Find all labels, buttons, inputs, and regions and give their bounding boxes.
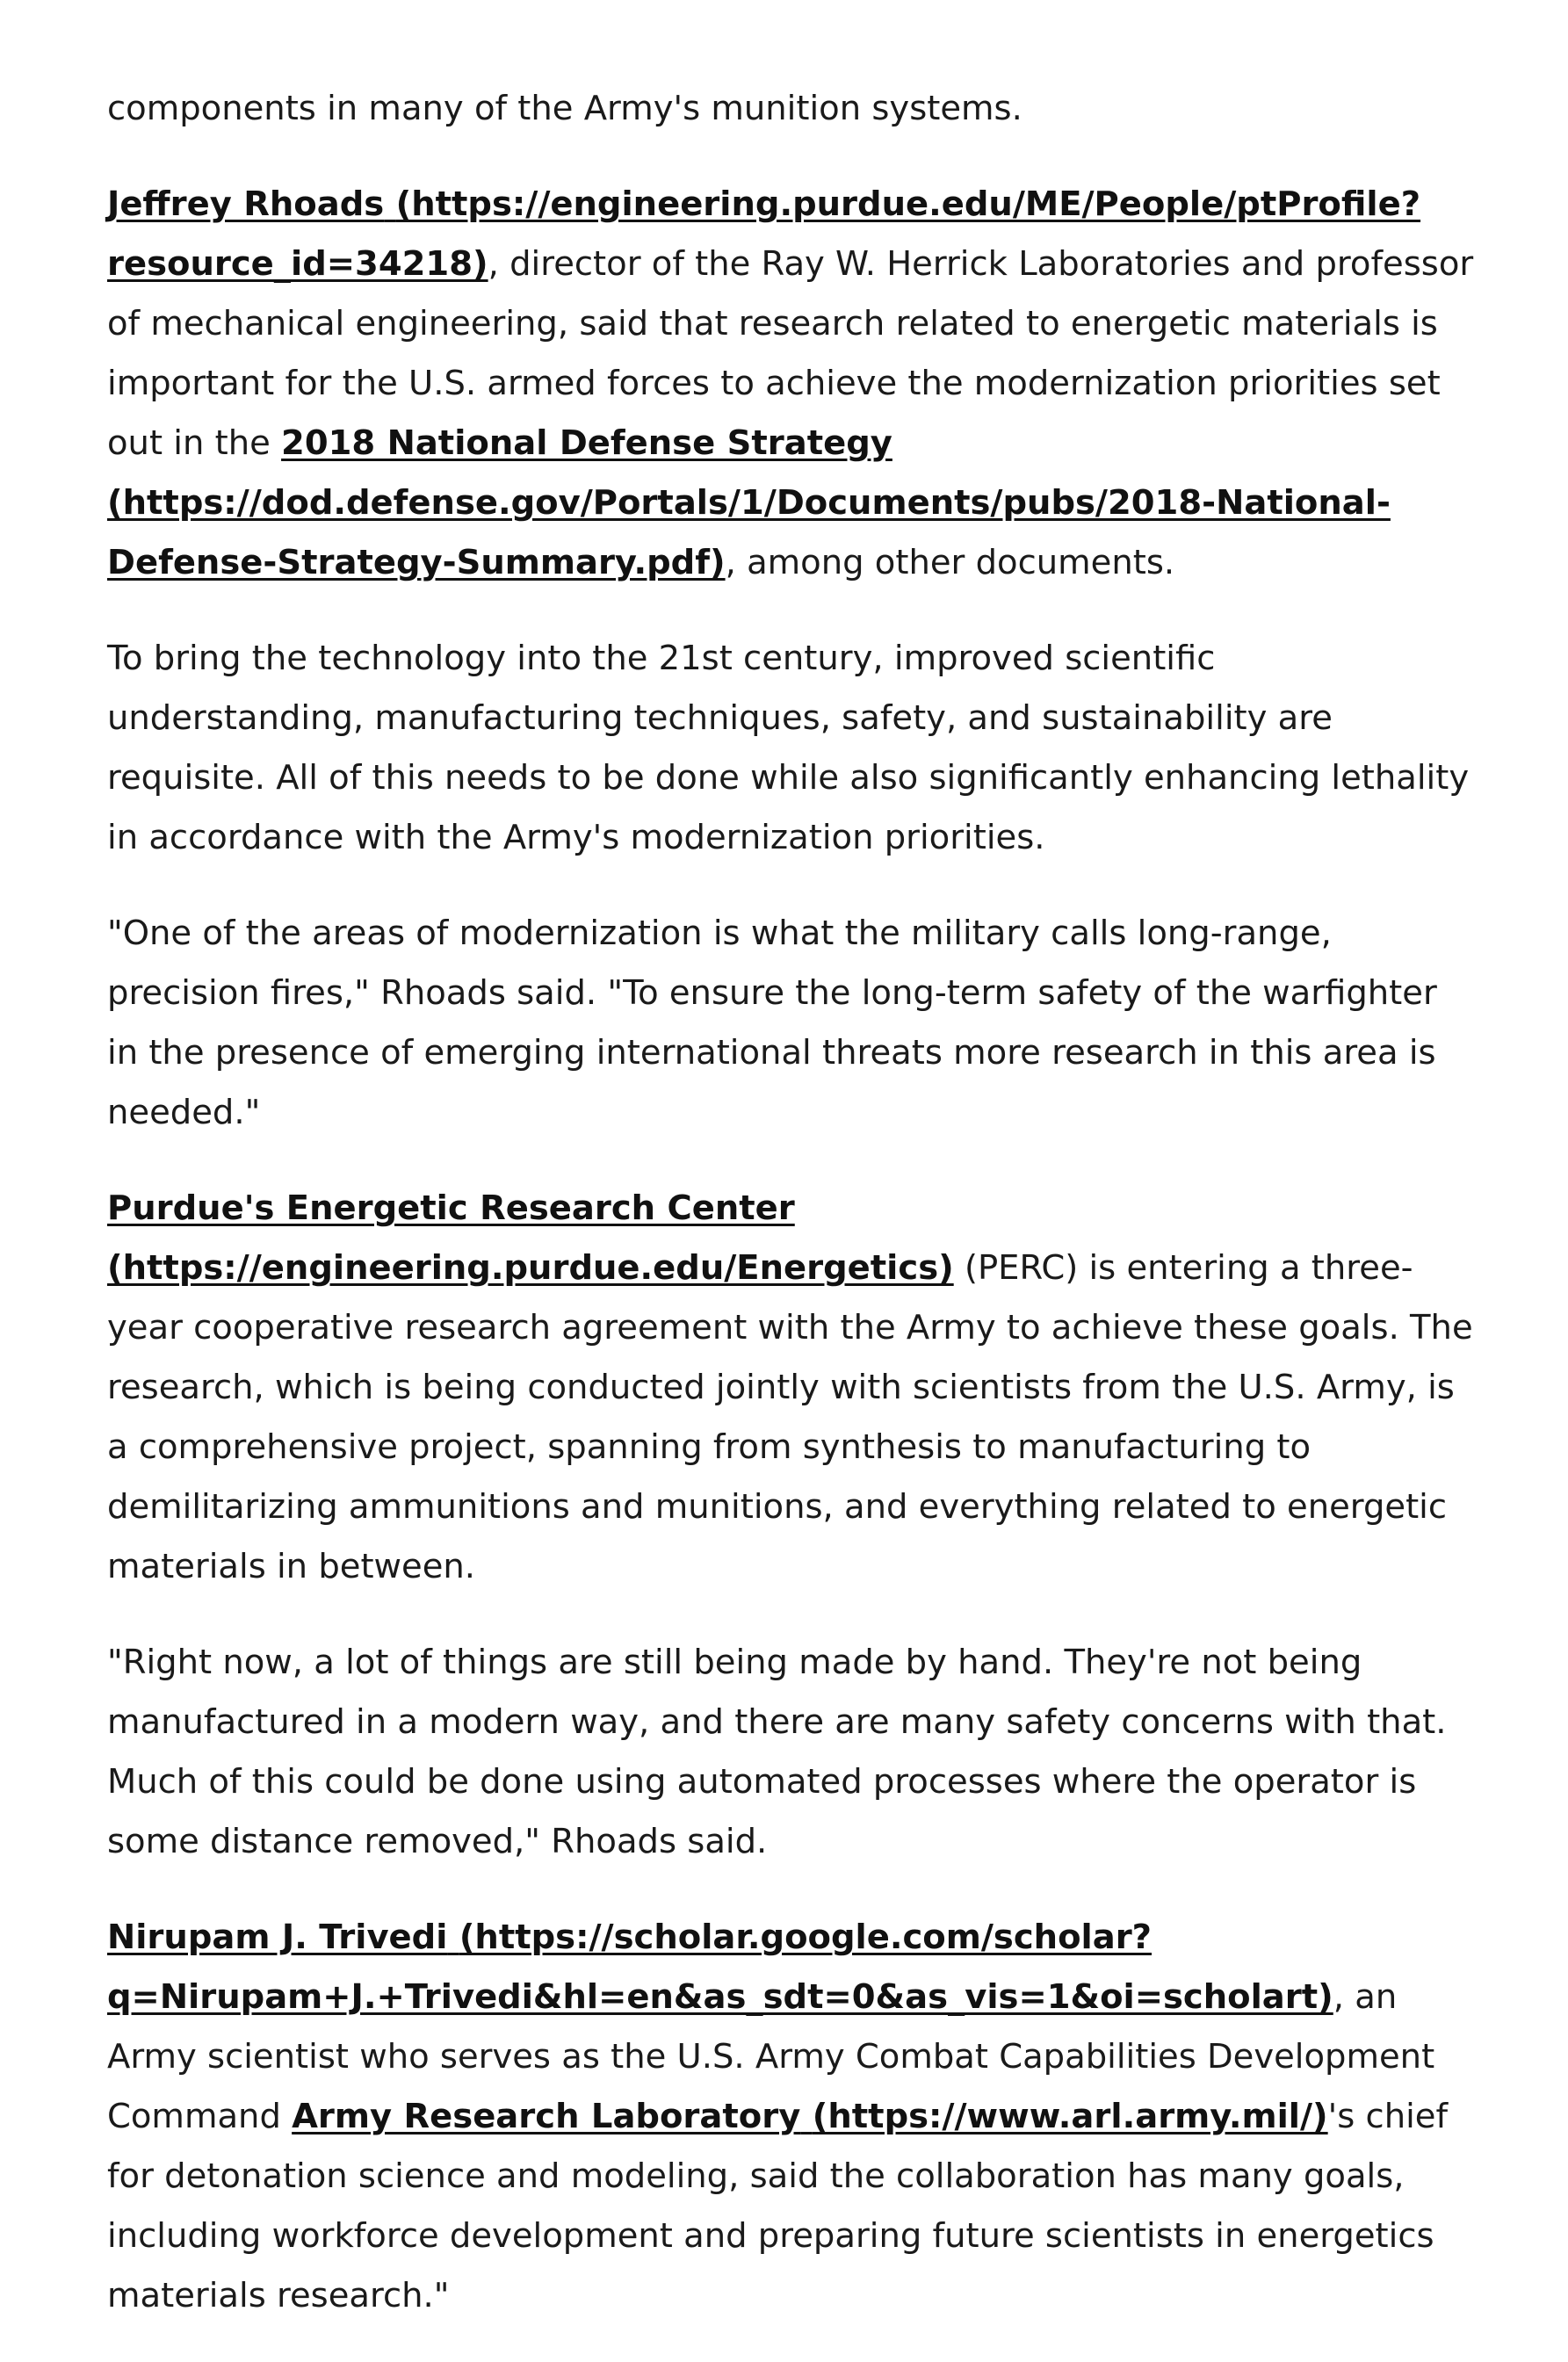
link-url: (https://dod.defense.gov/Portals/1/Documents/pubs/2018-National-Defense-Strategy-Summary.pdf): [107, 483, 1391, 582]
link-url: (https://engineering.purdue.edu/ME/People/ptProfile?resource_id=34218): [107, 184, 1421, 284]
body-text: To bring the technology into the 21st century, improved scientific understanding, manufacturing techniques, safety, and sustainability are requisite. All of this needs to be done while also significantly enhancing lethality in accordance with the Army's modernization priorities.: [107, 639, 1470, 857]
body-text: "One of the areas of modernization is what the military calls long-range, precision fires," Rhoads said. "To ensure the long-term safety of the warfighter in the presence of emerging international threats more research in this area is needed.": [107, 914, 1437, 1132]
inline-link[interactable]: [292, 2097, 1328, 2136]
body-text: , director of the Ray W. Herrick Laboratories and professor of mechanical engineering, said that research related to energetic materials is important for the U.S. armed forces to achieve the modernization priorities set out in the: [107, 244, 1474, 463]
link-text: 2018 National Defense Strategy: [281, 423, 892, 463]
link-url: (https://www.arl.army.mil/): [812, 2097, 1328, 2136]
article-paragraph: [107, 1908, 1478, 2326]
article-paragraph: [107, 629, 1478, 868]
body-text: "Right now, a lot of things are still being made by hand. They're not being manufactured in a modern way, and there are many safety concerns with that. Much of this could be done using automated processes where the operator is some distance removed," Rhoads said.: [107, 1643, 1447, 1861]
link-text: Army Research Laboratory: [292, 2097, 801, 2136]
article-paragraph: [107, 1633, 1478, 1872]
link-url: (https://scholar.google.com/scholar?q=Nirupam+J.+Trivedi&hl=en&as_sdt=0&as_vis=1&oi=scholart): [107, 1918, 1333, 2017]
inline-link[interactable]: [107, 1188, 954, 1288]
link-text: Jeffrey Rhoads: [107, 184, 385, 224]
body-text: , among other documents.: [725, 543, 1175, 582]
link-url: (https://engineering.purdue.edu/Energetics): [107, 1248, 954, 1288]
article-body: [107, 79, 1478, 2362]
body-text: , an Army scientist who serves as the U.S. Army Combat Capabilities Development Command: [107, 1977, 1435, 2136]
article-paragraph: [107, 904, 1478, 1143]
article-paragraph: [107, 1179, 1478, 1597]
body-text: (PERC) is entering a three-year cooperative research agreement with the Army to achieve these goals. The research, which is being conducted jointly with scientists from the U.S. Army, is a comprehensive project, spanning from synthesis to manufacturing to demilitarizing ammunitions and munitions, and everything related to energetic materials in between.: [107, 1248, 1473, 1586]
article-paragraph: [107, 175, 1478, 593]
link-text: Purdue's Energetic Research Center: [107, 1188, 795, 1228]
inline-link[interactable]: [107, 1918, 1333, 2017]
body-text: 's chief for detonation science and modeling, said the collaboration has many goals, including workforce development and preparing future scientists in energetics materials research.": [107, 2097, 1449, 2315]
link-text: Nirupam J. Trivedi: [107, 1918, 448, 1957]
body-text: components in many of the Army's munition systems.: [107, 89, 1022, 128]
article-paragraph: [107, 79, 1478, 139]
